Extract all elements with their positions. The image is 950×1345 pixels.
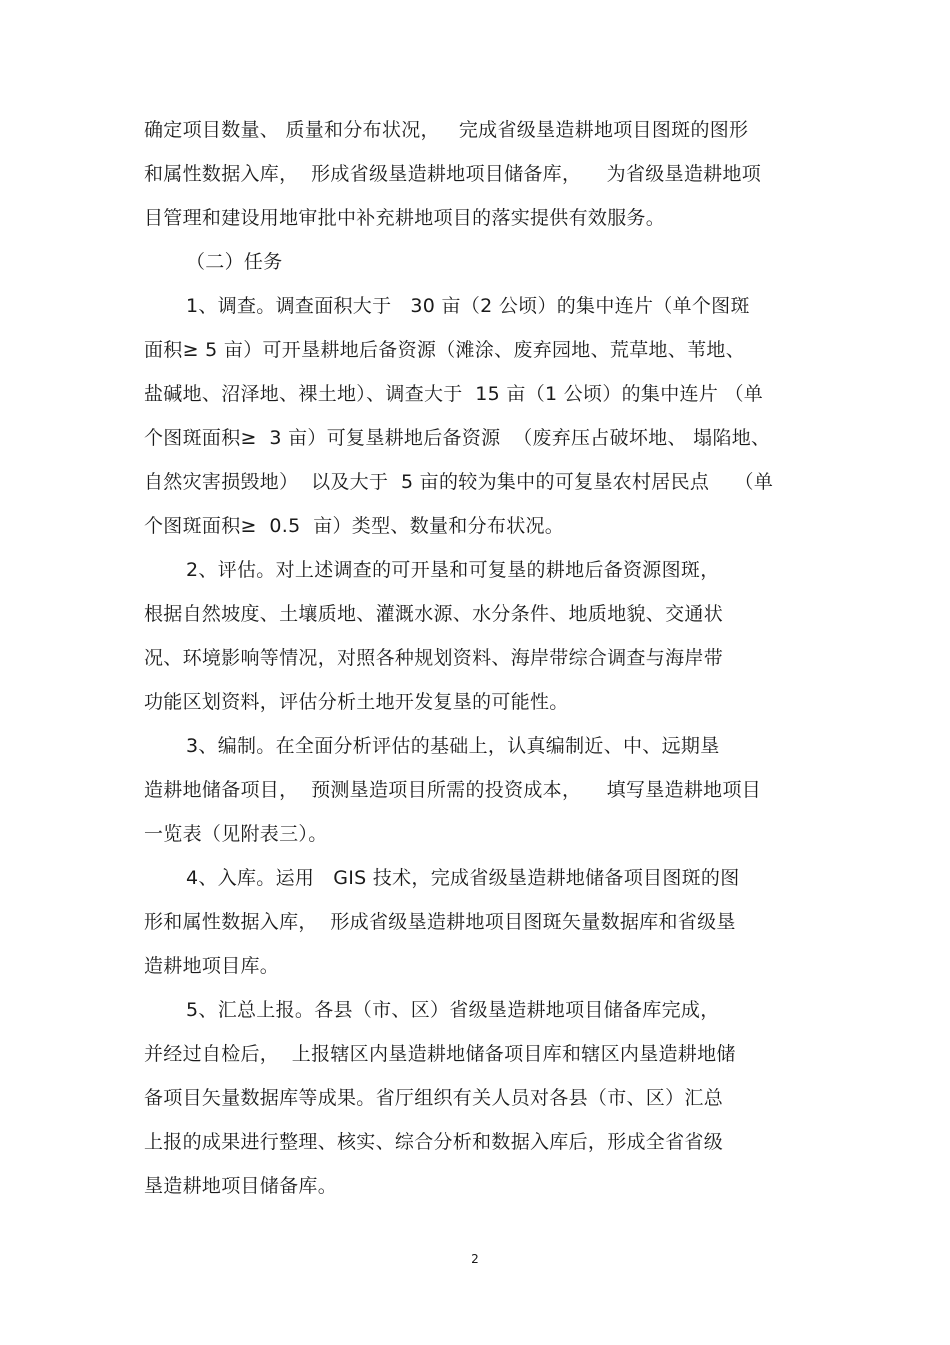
text-line: 5、汇总上报。各县（市、区）省级垦造耕地项目储备库完成， [186,999,720,1021]
text-line: 2、评估。对上述调查的可开垦和可复垦的耕地后备资源图斑， [186,559,720,581]
text-line: 况、环境影响等情况，对照各种规划资料、海岸带综合调查与海岸带 [144,647,724,669]
text-line: 盐碱地、沼泽地、裸土地）、调查大于 15 亩（1 公顷）的集中连片 （单 [144,383,764,405]
text-line: 个图斑面积≥ 3 亩）可复垦耕地后备资源 （废弃压占破坏地、 塌陷地、 [144,427,771,449]
text-line: 目管理和建设用地审批中补充耕地项目的落实提供有效服务。 [144,207,666,229]
text-line: 3、编制。在全面分析评估的基础上，认真编制近、中、远期垦 [186,735,720,757]
text-line: 4、入库。运用 GIS 技术，完成省级垦造耕地储备项目图斑的图 [186,867,740,889]
text-line: 造耕地储备项目， 预测垦造项目所需的投资成本， 填写垦造耕地项目 [144,779,762,801]
text-line: 功能区划资料，评估分析土地开发复垦的可能性。 [144,691,569,713]
text-line: 和属性数据入库， 形成省级垦造耕地项目储备库， 为省级垦造耕地项 [144,163,762,185]
text-line: 形和属性数据入库， 形成省级垦造耕地项目图斑矢量数据库和省级垦 [144,911,736,933]
section-heading: （二）任务 [186,251,283,273]
text-line: 备项目矢量数据库等成果。省厅组织有关人员对各县（市、区）汇总 [144,1087,724,1109]
text-line: 个图斑面积≥ 0.5 亩）类型、数量和分布状况。 [144,515,565,537]
text-line: 根据自然坡度、土壤质地、灌溉水源、水分条件、地质地貌、交通状 [144,603,724,625]
text-line: 并经过自检后， 上报辖区内垦造耕地储备项目库和辖区内垦造耕地储 [144,1043,736,1065]
text-line: 一览表（见附表三）。 [144,823,328,845]
text-line: 造耕地项目库。 [144,955,280,977]
page-number: 2 [471,1252,479,1266]
text-line: 上报的成果进行整理、核实、综合分析和数据入库后，形成全省省级 [144,1131,724,1153]
text-line: 1、调查。调查面积大于 30 亩（2 公顷）的集中连片（单个图斑 [186,295,750,317]
text-line: 面积≥ 5 亩）可开垦耕地后备资源（滩涂、废弃园地、荒草地、苇地、 [144,339,745,361]
text-line: 垦造耕地项目储备库。 [144,1175,338,1197]
text-line: 自然灾害损毁地） 以及大于 5 亩的较为集中的可复垦农村居民点 （单 [144,471,774,493]
text-line: 确定项目数量、 质量和分布状况， 完成省级垦造耕地项目图斑的图形 [144,119,749,141]
